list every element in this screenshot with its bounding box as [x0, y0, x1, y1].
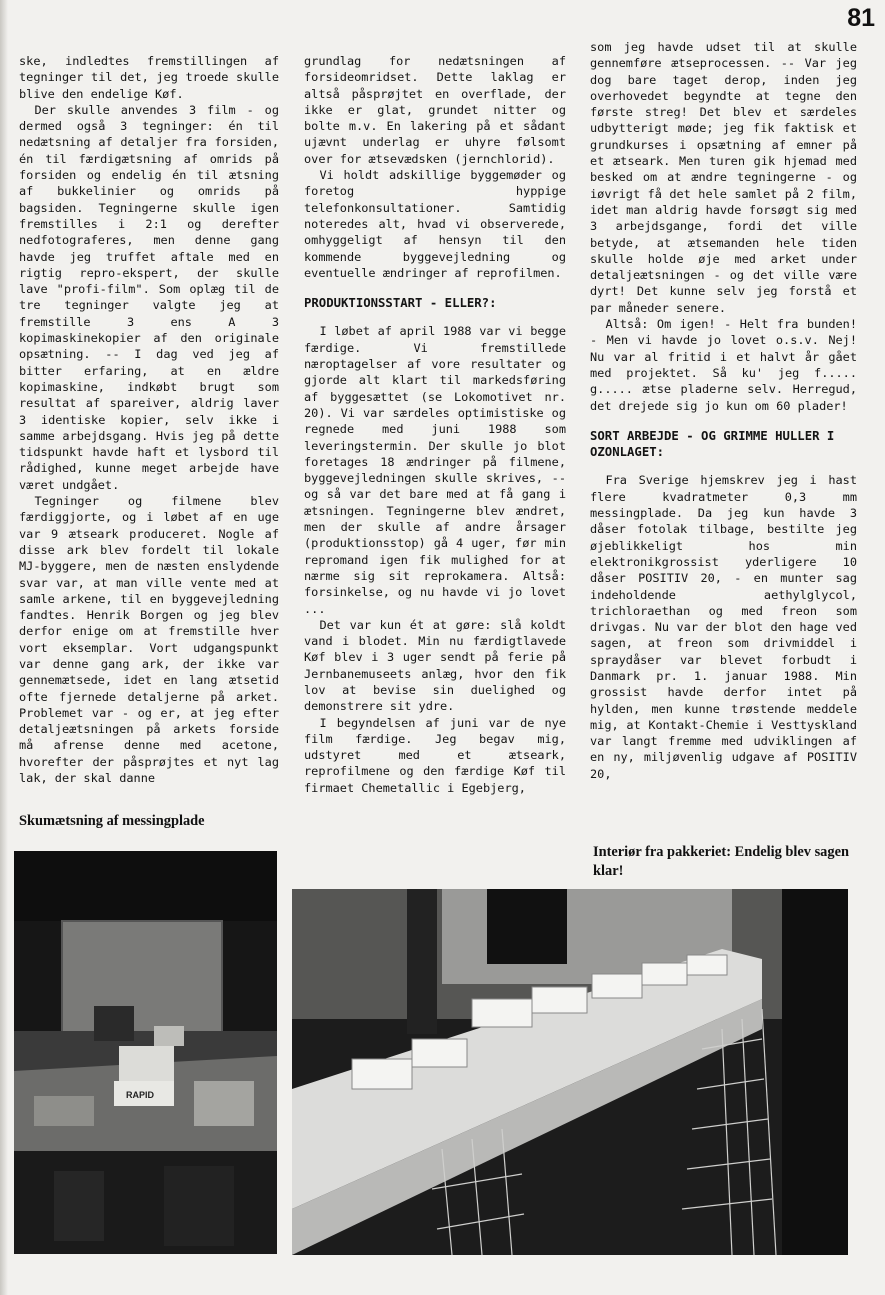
page-edge-shadow	[0, 0, 8, 1295]
section-heading-produktionsstart: PRODUKTIONSSTART - ELLER?:	[304, 296, 497, 311]
paragraph: I begyndelsen af juni var de nye film færdige. Jeg begav mig, udstyret med et ætseark, reprofilmene og den færdige Køf til firmaet Chemetallic i Egebjerg,	[304, 715, 566, 795]
photo-etching-workspace	[14, 851, 277, 1254]
text-column-2	[304, 53, 566, 796]
photo-caption-left: Skumætsning af messingplade	[19, 813, 205, 829]
paragraph: Der skulle anvendes 3 film - og dermed også 3 tegninger: én til nedætsning af detaljer fra forsiden, én til færdigætsning af omrids på forsiden og endelig én til ætsning af bukkelinier og omrids på bagsiden. Tegningerne skulle igen fremstilles i 2:1 og derefter nedfotograferes, men denne gang havde jeg truffet aftale med en rigtig repro-ekspert, der skulle lave "profi-film". Som oplæg til de tre tegninger valgte jeg at fremstille 3 ens A 3 kopimaskinekopier af den originale opsætning. -- I dag ved jeg af bitter erfaring, at en ældre kopimaskine, indkøbt brugt som resultat af spareiver, aldrig laver 3 identiske kopier, selv ikke i samme arbejdsgang. Hvis jeg på dette tidspunkt havde haft et lysbord til rådighed, kunne meget arbejde have været undgået.	[19, 102, 279, 492]
section-heading-sort-arbejde: SORT ARBEJDE - OG GRIMME HULLER I OZONLAGET:	[590, 428, 835, 460]
paragraph: grundlag for nedætsningen af forsideomridset. Dette laklag er altså påsprøjtet en overflade, der ikke er glat, grundet nitter og bolte m.v. En lakering på et sådant ujævnt underlag er uhyre følsomt over for ætsevædsken (jernchlorid).	[304, 54, 566, 166]
paragraph: Fra Sverige hjemskrev jeg i hast flere kvadratmeter 0,3 mm messingplade. Da jeg kun havde 3 dåser fotolak tilbage, bestilte jeg øjeblikkeligt hos min elektronikgrossist yderligere 10 dåser POSITIV 20, - en munter sag indeholdende aethylglycol, trichloraethan og med freon som drivgas. Nu var der blot den hage ved sagen, at freon som drivmiddel i spraydåser var blevet forbudt i Danmark pr. 1. januar 1988. Min grossist havde derfor intet på hylden, men kunne trøstende meddele mig, at Kontakt-Chemie i Vesttyskland var langt fremme med udviklingen af en ny, miljøvenlig udgave af POSITIV 20,	[590, 473, 857, 781]
paragraph: Altså: Om igen! - Helt fra bunden! - Men vi havde jo lovet o.s.v. Nej! Nu var al fritid i et halvt år gået med projektet. Så ku' jeg f..... g..... ætse pladerne selv. Herregud, det drejede sig jo kun om 60 plader!	[590, 317, 857, 413]
paragraph: ske, indledtes fremstillingen af tegninger til det, jeg troede skulle blive den endelige Køf.	[19, 54, 279, 101]
paragraph: I løbet af april 1988 var vi begge færdige. Vi fremstillede næroptagelser af vore resultater og gjorde alt klart til markedsføring af byggesættet (se Lokomotivet nr. 20). Vi var særdeles optimistiske og regnede med juni 1988 som leveringstermin. Der skulle jo blot foretages 18 ændringer på filmene, byggevejledningen skulle skrives, -- og så var det bare med at få gang i ætsningen. Tegningerne blev ændret, men der skulle af andre årsager (produktionsstop) gå 4 uger, før min repromand igen fik mulighed for at nærme sig sit reprokamera. Altså: forsinkelse, og nu havde vi jo lovet ...	[304, 324, 566, 616]
photo-packing-room	[292, 889, 848, 1255]
text-column-3	[590, 39, 857, 782]
paragraph: Det var kun ét at gøre: slå koldt vand i blodet. Min nu færdigtlavede Køf blev i 3 uger sendt på ferie på Jernbanemuseets anlæg, hvor den fik lov at bevise sin duelighed og demonstrere sit ydre.	[304, 617, 566, 714]
paragraph: Tegninger og filmene blev færdiggjorte, og i løbet af en uge var 9 ætseark produceret. Nogle af disse ark blev fordelt til lokale MJ-byggere, men de næsten enslydende svar var, at man ville vente med at samle arkene, til en byggevejledning fandtes. Henrik Borgen og jeg blev derfor enige om at fremstille hver vort eksemplar. Vort udgangspunkt var denne gang ark, der ikke var gennemætsede, idet en lang ætsetid ofte fjernede detaljerne på arket. Problemet var - og er, at jeg efter detaljeætsningen på arkets forside må afrense denne med acetone, hvorefter der påsprøjtes et nyt lag lak, der skal danne	[19, 494, 279, 786]
paragraph: Vi holdt adskillige byggemøder og foretog hyppige telefonkonsultationer. Samtidig noteredes alt, hvad vi observerede, omhyggeligt af hensyn til den kommende byggevejledning og eventuelle ændringer af reprofilmen.	[304, 168, 566, 280]
page-number: 81	[847, 4, 875, 32]
photo-caption-right: Interiør fra pakkeriet: Endelig blev sagen klar!	[593, 844, 849, 879]
text-column-1	[19, 53, 279, 786]
paragraph: som jeg havde udset til at skulle gennemføre ætseprocessen. -- Var jeg dog bare taget derop, inden jeg overhovedet begyndte at tegne den første streg! Det blev et særdeles udbytterigt møde; jeg fik faktisk et grundkurses i opsætning af emner på et ætseark. Men turen gik hjemad med besked om at ændre tegningerne - og iøvrigt få det hele samlet på 2 film, idet man aldrig havde forsøgt sig med 3 arbejdsgange, fordi det ville betyde, at ætsemanden hele tiden skulle holde øje med arket under detaljeætsningen - og det ville være dyrt! Det kunne selv jeg forstå et par måneder senere.	[590, 40, 857, 315]
rapid-label: RAPID	[126, 1090, 155, 1100]
